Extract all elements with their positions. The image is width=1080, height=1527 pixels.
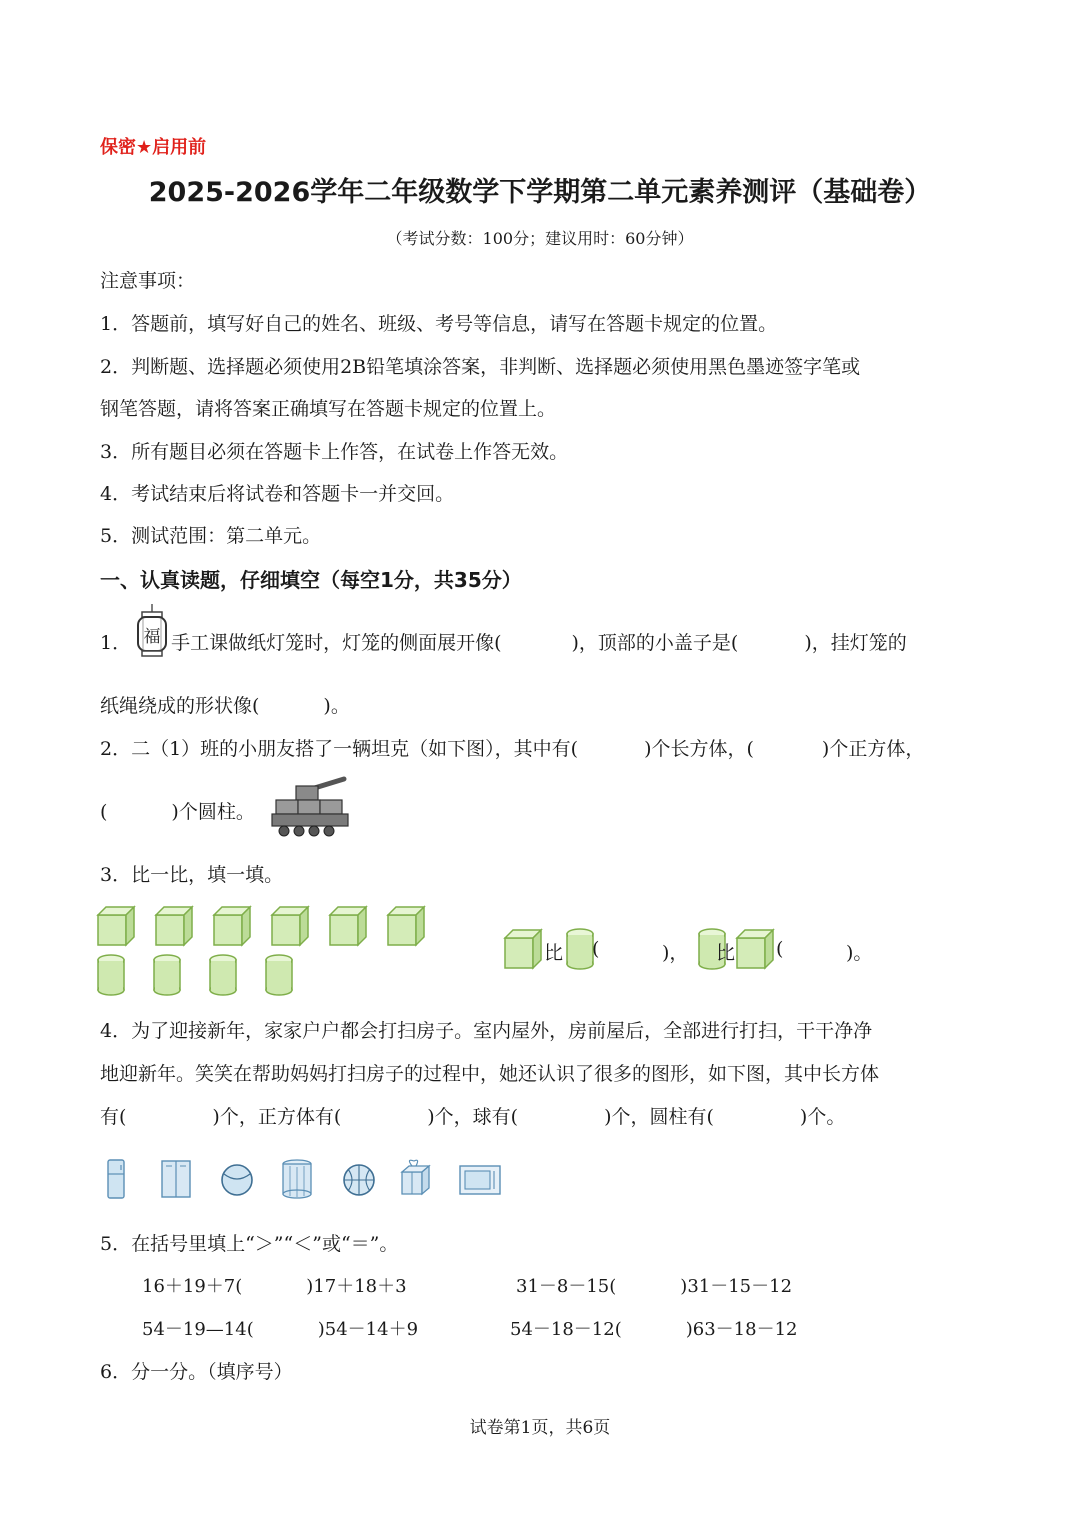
cube-shape bbox=[214, 907, 250, 945]
q1-text-c: )，挂灯笼的 bbox=[804, 632, 907, 654]
question-4-line3 bbox=[100, 1102, 845, 1129]
q4-text-d: )个，圆柱有( bbox=[604, 1106, 714, 1128]
cylinder-shape bbox=[266, 955, 292, 995]
cylinder-shape bbox=[154, 955, 180, 995]
blank-open: ( bbox=[776, 938, 784, 960]
question-4-line2: 地迎新年。笑笑在帮助妈妈打扫房子的过程中，她还认识了很多的图形，如下图，其中长方体 bbox=[100, 1063, 880, 1085]
question-3: 3．比一比，填一填。 bbox=[100, 864, 284, 886]
question-6: 6．分一分。（填序号） bbox=[100, 1361, 293, 1383]
compare-expression: 54－19—14( )54－14＋9 bbox=[142, 1319, 419, 1340]
lantern-icon bbox=[133, 604, 171, 662]
ball-icon bbox=[222, 1165, 252, 1195]
gift-box-icon bbox=[402, 1160, 429, 1194]
q4-text-e: )个。 bbox=[799, 1106, 846, 1128]
q4-text-c: )个，球有( bbox=[427, 1106, 519, 1128]
cube-icon bbox=[736, 928, 776, 970]
blank-close: )。 bbox=[846, 942, 873, 964]
question-2-line2 bbox=[100, 797, 255, 824]
cube-shape bbox=[98, 907, 134, 945]
note-item: 4．考试结束后将试卷和答题卡一并交回。 bbox=[100, 483, 455, 505]
question-1 bbox=[100, 628, 907, 655]
compare-expression: 54－18－12( )63－18－12 bbox=[510, 1319, 798, 1340]
exam-info: （考试分数：100分；建议用时：60分钟） bbox=[386, 229, 694, 248]
note-item: 3．所有题目必须在答题卡上作答，在试卷上作答无效。 bbox=[100, 441, 569, 463]
q2-text-a: 2．二（1）班的小朋友搭了一辆坦克（如下图），其中有( bbox=[100, 738, 579, 760]
basketball-icon bbox=[344, 1165, 374, 1195]
lantern-image-slot bbox=[131, 627, 171, 654]
lantern-char: 福 bbox=[143, 627, 161, 647]
cylinder-icon bbox=[566, 928, 594, 970]
compare-expression: 16＋19＋7( )17＋18＋3 bbox=[142, 1276, 407, 1297]
shapes-compare-image bbox=[96, 905, 436, 997]
section-heading: 一、认真读题，仔细填空（每空1分，共35分） bbox=[100, 568, 522, 592]
cube-shape bbox=[156, 907, 192, 945]
q1-text-d: 纸绳绕成的形状像( bbox=[100, 695, 260, 717]
q1-text-e: )。 bbox=[323, 695, 350, 717]
q4-text-a: 有( bbox=[100, 1106, 127, 1128]
compare-word: 比 bbox=[716, 942, 736, 964]
compare-expression: 31－8－15( )31－15－12 bbox=[516, 1276, 793, 1297]
notes-heading: 注意事项： bbox=[100, 270, 196, 292]
cabinet-icon bbox=[162, 1161, 190, 1197]
q2-text-c: )个正方体， bbox=[821, 738, 925, 760]
page-title: 2025-2026学年二年级数学下学期第二单元素养测评（基础卷） bbox=[148, 177, 932, 208]
household-objects-image bbox=[104, 1158, 504, 1202]
compare-word: 比 bbox=[544, 942, 564, 964]
cylinder-shape bbox=[98, 955, 124, 995]
question-4-line1: 4．为了迎接新年，家家户户都会打扫房子。室内屋外，房前屋后，全部进行打扫，干干净净 bbox=[100, 1020, 873, 1042]
cube-shape bbox=[272, 907, 308, 945]
question-2 bbox=[100, 734, 924, 761]
bucket-icon bbox=[283, 1160, 311, 1198]
blank-close: )， bbox=[662, 942, 689, 964]
microwave-icon bbox=[460, 1166, 500, 1194]
question-5: 5．在括号里填上“＞”“＜”或“＝”。 bbox=[100, 1233, 399, 1255]
q1-text-a: 手工课做纸灯笼时，灯笼的侧面展开像( bbox=[171, 632, 502, 654]
cube-shape bbox=[330, 907, 366, 945]
fridge-icon bbox=[108, 1160, 124, 1198]
blank-open: ( bbox=[592, 938, 600, 960]
question-number: 1． bbox=[100, 632, 132, 654]
note-item: 1．答题前，填写好自己的姓名、班级、考号等信息，请写在答题卡规定的位置。 bbox=[100, 313, 778, 335]
confidential-label: 保密★启用前 bbox=[100, 137, 207, 158]
note-item: 钢笔答题，请将答案正确填写在答题卡规定的位置上。 bbox=[100, 398, 557, 420]
note-item: 2．判断题、选择题必须使用2B铅笔填涂答案，非判断、选择题必须使用黑色墨迹签字笔或 bbox=[100, 356, 861, 378]
q2-text-e: )个圆柱。 bbox=[171, 801, 255, 823]
cylinder-shape bbox=[210, 955, 236, 995]
q2-text-b: )个长方体，( bbox=[644, 738, 754, 760]
cube-shape bbox=[388, 907, 424, 945]
tank-image bbox=[268, 776, 350, 838]
question-1-line2 bbox=[100, 691, 350, 718]
q2-text-d: ( bbox=[100, 801, 108, 823]
note-item: 5．测试范围：第二单元。 bbox=[100, 525, 322, 547]
page-footer: 试卷第1页，共6页 bbox=[469, 1418, 611, 1438]
cube-icon bbox=[504, 928, 544, 970]
q4-text-b: )个，正方体有( bbox=[212, 1106, 342, 1128]
q1-text-b: )，顶部的小盖子是( bbox=[571, 632, 739, 654]
